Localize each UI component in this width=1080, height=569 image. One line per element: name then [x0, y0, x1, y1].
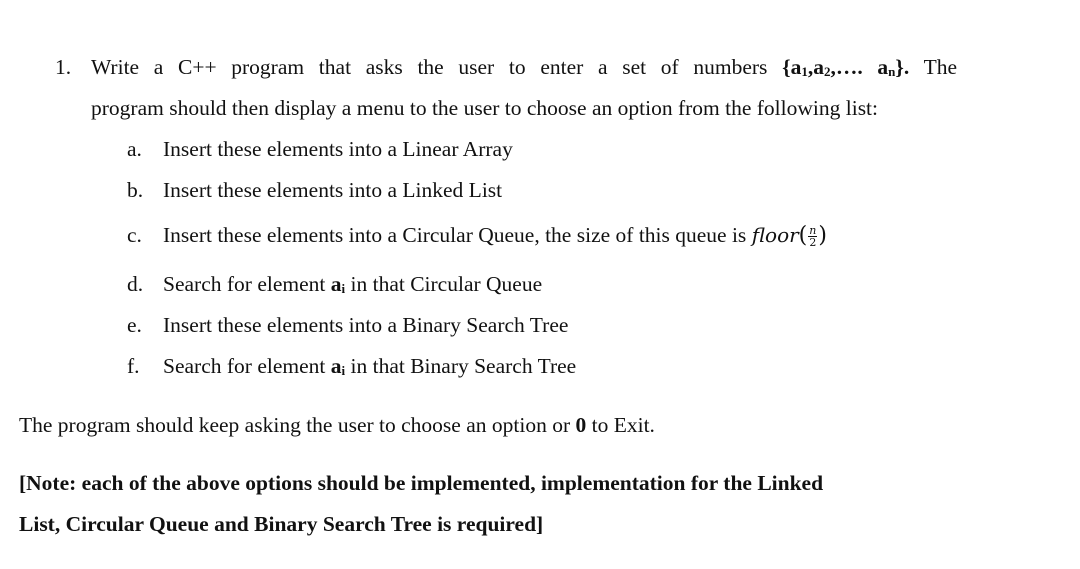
option-text: Insert these elements into a Circular Queue, the size of this queue is	[163, 223, 747, 247]
option-text: Insert these elements into a Linked List	[163, 178, 503, 202]
question-line1-end: The	[923, 55, 957, 79]
option-letter: e.	[127, 313, 142, 337]
floor-function: floor	[751, 223, 799, 247]
close-paren: )	[818, 223, 827, 248]
option-f	[127, 354, 576, 379]
set-close: }.	[895, 55, 910, 79]
option-text: Insert these elements into a Binary Search Tree	[163, 313, 569, 337]
option-d	[127, 272, 542, 297]
question-intro-text: Write a C++ program that asks the user to enter a set of numbers	[91, 55, 768, 79]
set-open: {a	[782, 55, 802, 79]
floor-formula	[752, 223, 827, 247]
option-letter: b.	[127, 178, 144, 202]
exit-text-after: to Exit.	[591, 413, 655, 437]
option-letter: d.	[127, 272, 144, 296]
note-line-1: [Note: each of the above options should be implemented, implementation for the Linked	[19, 471, 824, 495]
option-text-before: Search for element	[163, 272, 326, 296]
question-line-1	[55, 55, 957, 80]
question-text-line-1	[91, 55, 957, 80]
element-var	[331, 354, 345, 378]
var-base: a	[330, 272, 342, 296]
number-set	[782, 55, 909, 79]
option-a	[127, 137, 513, 162]
option-letter: a.	[127, 137, 142, 161]
var-base: a	[330, 354, 342, 378]
open-paren: (	[798, 223, 808, 248]
option-b	[127, 178, 502, 203]
option-letter: f.	[127, 354, 140, 378]
option-text-before: Search for element	[163, 354, 326, 378]
exit-instruction	[19, 413, 655, 438]
set-sub-n: n	[888, 64, 896, 79]
var-sub: i	[341, 281, 346, 296]
option-e	[127, 313, 568, 338]
question-line-2: program should then display a menu to the user to choose an option from the following list:	[91, 96, 879, 120]
option-text-after: in that Circular Queue	[350, 272, 543, 296]
set-sub-1: 1	[801, 64, 808, 79]
exit-text-before: The program should keep asking the user to choose an option or	[19, 413, 571, 437]
note-line-2: List, Circular Queue and Binary Search Tree is required]	[19, 512, 544, 536]
option-c	[127, 223, 827, 248]
set-mid-1: ,a	[807, 55, 824, 79]
set-mid-2: ,…. a	[830, 55, 889, 79]
option-text-after: in that Binary Search Tree	[350, 354, 577, 378]
question-number: 1.	[55, 55, 72, 79]
option-letter: c.	[127, 223, 142, 247]
fraction-numerator: n	[809, 224, 817, 237]
exit-zero: 0	[575, 413, 587, 437]
element-var	[331, 272, 345, 296]
n-over-2-fraction	[808, 225, 817, 248]
var-sub: i	[341, 363, 346, 378]
set-sub-2: 2	[823, 64, 831, 79]
option-text: Insert these elements into a Linear Array	[163, 137, 513, 161]
fraction-denominator: 2	[809, 236, 817, 249]
